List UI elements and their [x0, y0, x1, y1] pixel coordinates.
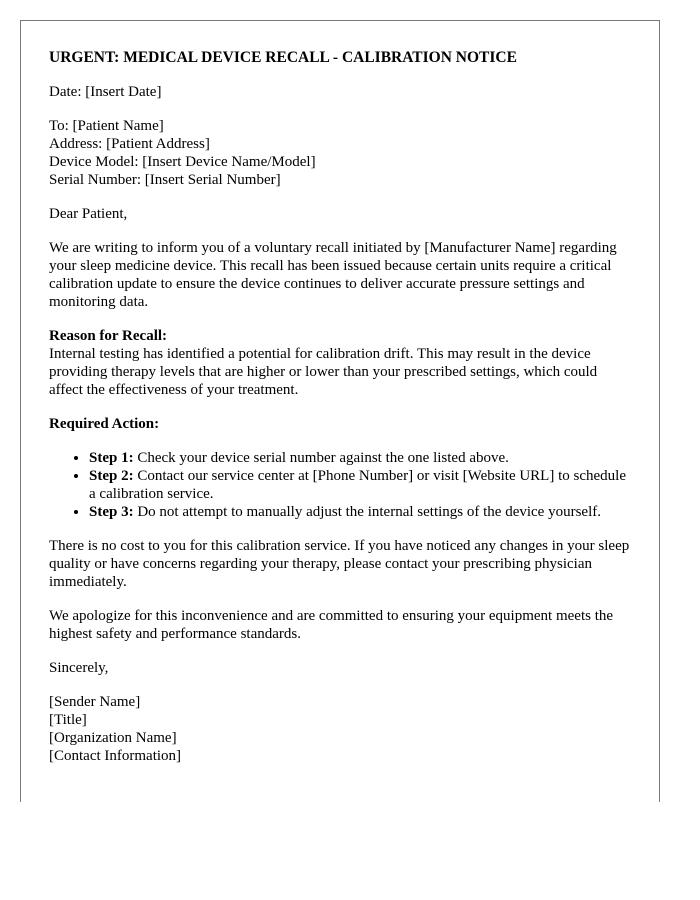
step-label: Step 1:	[89, 450, 134, 466]
recipient-name: To: [Patient Name]	[49, 118, 164, 134]
closing-line: Sincerely,	[49, 660, 109, 676]
organization-name: [Organization Name]	[49, 730, 177, 746]
step-label: Step 2:	[89, 468, 134, 484]
serial-number: Serial Number: [Insert Serial Number]	[49, 172, 281, 188]
signature-block	[49, 693, 631, 765]
salutation: Dear Patient,	[49, 206, 128, 222]
recall-letter	[20, 20, 660, 802]
reason-section	[49, 327, 631, 399]
reason-body: Internal testing has identified a potential for calibration drift. This may result in the device providing therapy levels that are higher or lower than your prescribed settings, which could affect the effectiveness of your treatment.	[49, 346, 598, 398]
sender-title: [Title]	[49, 712, 87, 728]
step-text: Contact our service center at [Phone Number] or visit [Website URL] to schedule a calibration service.	[89, 468, 626, 502]
list-item	[89, 503, 631, 521]
recipient-block	[49, 117, 631, 189]
list-item	[89, 449, 631, 467]
apology-paragraph: We apologize for this inconvenience and are committed to ensuring your equipment meets the highest safety and performance standards.	[49, 608, 614, 642]
step-text: Do not attempt to manually adjust the internal settings of the device yourself.	[133, 504, 601, 520]
letter-title: URGENT: MEDICAL DEVICE RECALL - CALIBRATION NOTICE	[49, 49, 517, 66]
contact-information: [Contact Information]	[49, 748, 182, 764]
step-text: Check your device serial number against the one listed above.	[133, 450, 509, 466]
action-steps-list	[49, 449, 631, 521]
cost-notice-paragraph: There is no cost to you for this calibration service. If you have noticed any changes in your sleep quality or have concerns regarding your therapy, please contact your prescribing physician immediately.	[49, 538, 630, 590]
device-model: Device Model: [Insert Device Name/Model]	[49, 154, 316, 170]
reason-heading: Reason for Recall:	[49, 328, 168, 344]
list-item	[89, 467, 631, 503]
sender-name: [Sender Name]	[49, 694, 141, 710]
action-heading: Required Action:	[49, 416, 160, 432]
date-line: Date: [Insert Date]	[49, 84, 162, 100]
intro-paragraph: We are writing to inform you of a voluntary recall initiated by [Manufacturer Name] regarding your sleep medicine device. This recall has been issued because certain units require a critical calibration update to ensure the device continues to deliver accurate pressure settings and monitoring data.	[49, 240, 617, 310]
recipient-address: Address: [Patient Address]	[49, 136, 210, 152]
step-label: Step 3:	[89, 504, 134, 520]
